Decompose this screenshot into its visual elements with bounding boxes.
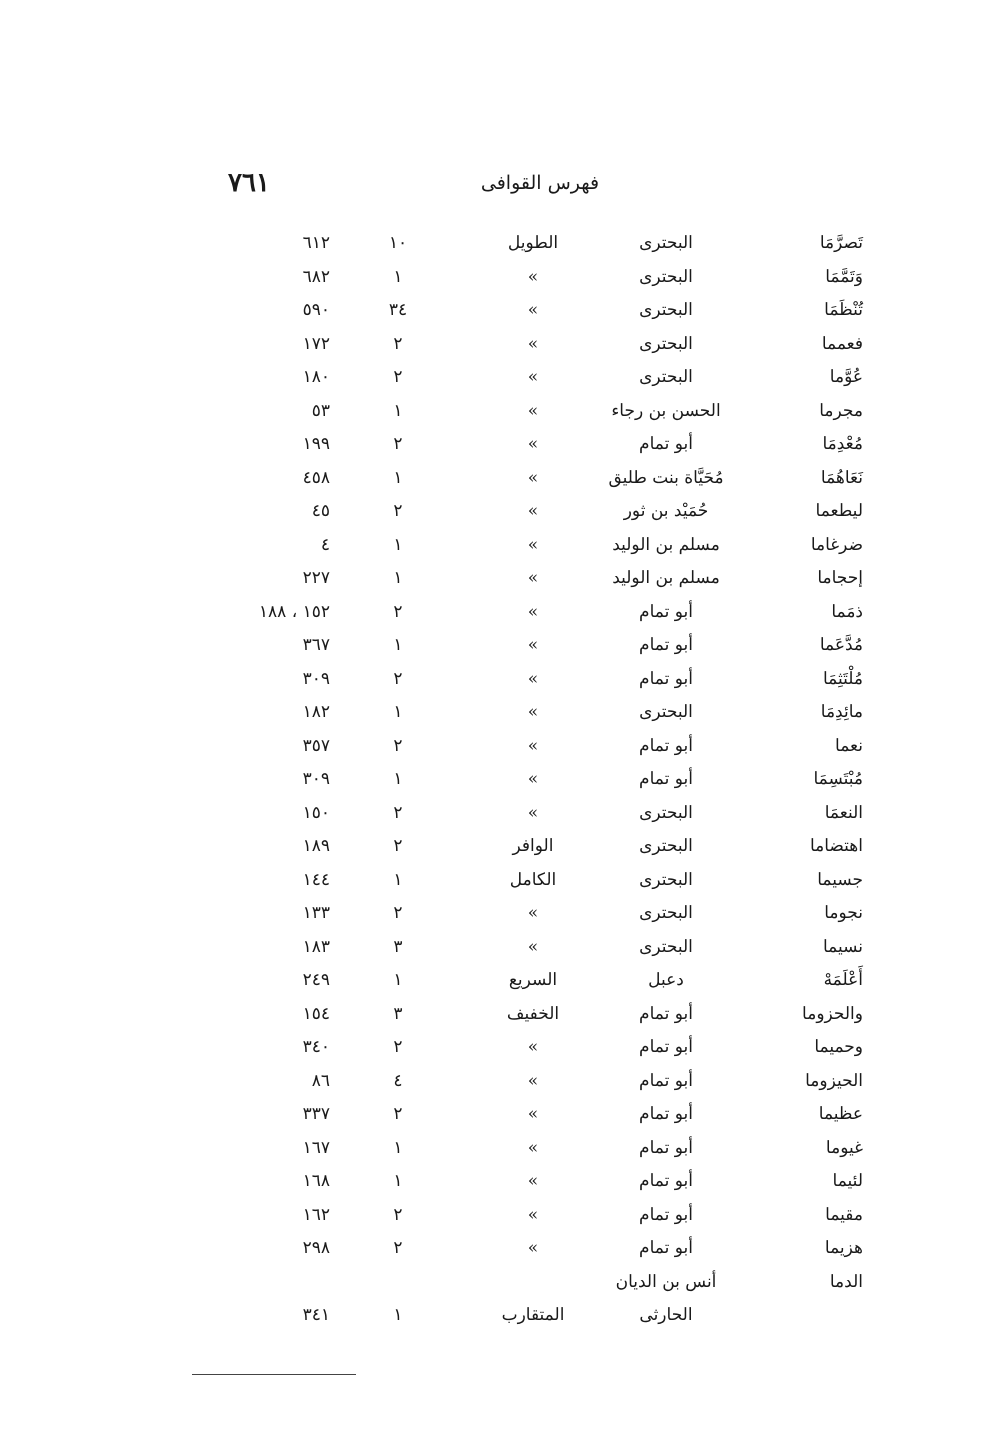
rhyme-word: نجوما (824, 903, 863, 923)
page-refs: ١٥٤ (302, 1004, 330, 1024)
rhyme-word: نَعَاهُمَا (820, 468, 863, 488)
table-row (0, 829, 1005, 863)
meter-name: » (527, 1238, 539, 1258)
meter-name: » (527, 401, 539, 421)
verse-count: ١ (393, 1171, 403, 1191)
table-row (0, 260, 1005, 294)
footnote-separator (192, 1374, 356, 1375)
poet-name: أبو تمام (639, 635, 693, 655)
verse-count: ٢ (393, 836, 403, 856)
page-refs: ١٨٢ (302, 702, 330, 722)
rhyme-word: تَصرَّمَا (819, 233, 863, 253)
table-row (0, 427, 1005, 461)
table-row (0, 729, 1005, 763)
meter-name: الكامل (509, 870, 557, 890)
meter-name: » (527, 1171, 539, 1191)
rhyme-word: مائِدِمَا (820, 702, 863, 722)
meter-name: » (527, 769, 539, 789)
meter-name: » (527, 1104, 539, 1124)
rhyme-word: جسيما (817, 870, 863, 890)
page-refs: ١٣٣ (302, 903, 330, 923)
verse-count: ٢ (393, 1238, 403, 1258)
meter-name: » (527, 1205, 539, 1225)
meter-name: » (527, 669, 539, 689)
meter-name: الخفيف (506, 1004, 560, 1024)
page-refs: ٦٨٢ (302, 267, 330, 287)
rhyme-word: لئيما (832, 1171, 863, 1191)
poet-name: أبو تمام (639, 1205, 693, 1225)
meter-name: » (527, 501, 539, 521)
meter-name: » (527, 468, 539, 488)
verse-count: ٢ (393, 1205, 403, 1225)
meter-name: » (527, 736, 539, 756)
verse-count: ١ (393, 568, 403, 588)
meter-name: » (527, 434, 539, 454)
table-row (0, 762, 1005, 796)
page-refs: ١٧٢ (302, 334, 330, 354)
verse-count: ٢ (393, 669, 403, 689)
meter-name: » (527, 702, 539, 722)
page-refs: ١٥٠ (302, 803, 330, 823)
rhyme-word: عُوَّما (829, 367, 863, 387)
rhyme-word: اهتضاما (809, 836, 863, 856)
page-refs: ٤٥ (311, 501, 330, 521)
poet-name: البحترى (639, 803, 693, 823)
table-row (0, 930, 1005, 964)
poet-name: أبو تمام (639, 1104, 693, 1124)
page-refs: ٣٤١ (302, 1305, 330, 1325)
rhyme-word: مُلْتَثِمَا (822, 669, 863, 689)
verse-count: ٢ (393, 903, 403, 923)
table-row (0, 662, 1005, 696)
page-refs: ٣٣٧ (302, 1104, 330, 1124)
rhyme-word: ليطعما (815, 501, 863, 521)
meter-name: » (527, 367, 539, 387)
verse-count: ٣٤ (388, 300, 408, 320)
poet-name: البحترى (639, 870, 693, 890)
verse-count: ١ (393, 267, 403, 287)
page-title: فهرس القوافى (480, 172, 600, 194)
table-row (0, 461, 1005, 495)
rhyme-word: مجرما (819, 401, 863, 421)
verse-count: ١ (393, 401, 403, 421)
rhyme-word: مقيما (825, 1205, 863, 1225)
table-row (0, 494, 1005, 528)
meter-name: » (527, 535, 539, 555)
page-refs: ٣٤٠ (302, 1037, 330, 1057)
verse-count: ٣ (393, 937, 403, 957)
verse-count: ٢ (393, 1037, 403, 1057)
verse-count: ٢ (393, 736, 403, 756)
page-refs: ٣٠٩ (302, 669, 330, 689)
poet-name: مسلم بن الوليد (612, 535, 720, 555)
table-row (0, 293, 1005, 327)
verse-count: ١ (393, 468, 403, 488)
poet-name: أبو تمام (639, 1171, 693, 1191)
poet-name: أبو تمام (639, 669, 693, 689)
verse-count: ٢ (393, 334, 403, 354)
meter-name: » (527, 635, 539, 655)
verse-count: ١ (393, 870, 403, 890)
verse-count: ٢ (393, 501, 403, 521)
meter-name: » (527, 803, 539, 823)
poet-name: أبو تمام (639, 1004, 693, 1024)
meter-name: » (527, 267, 539, 287)
rhyme-word: الدما (829, 1272, 863, 1292)
rhyme-word: غيوما (825, 1138, 863, 1158)
page-refs: ٣٦٧ (302, 635, 330, 655)
table-row (0, 997, 1005, 1031)
rhyme-word: إحجاما (817, 568, 863, 588)
rhyme-word: ذمَما (831, 602, 863, 622)
page-refs: ١٨٩ (302, 836, 330, 856)
meter-name: » (527, 334, 539, 354)
table-row (0, 1164, 1005, 1198)
poet-name: أبو تمام (639, 1238, 693, 1258)
poet-name: أبو تمام (639, 1138, 693, 1158)
rhyme-word: والحزوما (802, 1004, 863, 1024)
page-refs: ٥٣ (311, 401, 330, 421)
rhyme-word: أَعْلَمَهْ (823, 970, 863, 990)
rhyme-word: النعمَا (824, 803, 863, 823)
rhyme-word: فعمما (821, 334, 863, 354)
meter-name: » (527, 300, 539, 320)
poet-name: حُمَيْد بن ثور (623, 501, 709, 521)
verse-count: ١٠ (388, 233, 408, 253)
page-refs: ١٦٨ (302, 1171, 330, 1191)
table-row (0, 1030, 1005, 1064)
rhyme-word: عظيما (818, 1104, 863, 1124)
table-row (0, 1198, 1005, 1232)
table-row (0, 695, 1005, 729)
verse-count: ٢ (393, 434, 403, 454)
table-row (0, 863, 1005, 897)
verse-count: ٢ (393, 1104, 403, 1124)
page-refs: ٣٠٩ (302, 769, 330, 789)
page-refs: ١٥٢ ، ١٨٨ (258, 602, 330, 622)
page-number: ٧٦١ (228, 168, 270, 198)
poet-name: مسلم بن الوليد (612, 568, 720, 588)
poet-name: أبو تمام (639, 1037, 693, 1057)
meter-name: » (527, 602, 539, 622)
verse-count: ١ (393, 635, 403, 655)
page-refs: ١٦٧ (302, 1138, 330, 1158)
page-refs: ٢٩٨ (302, 1238, 330, 1258)
rhyme-word: تُنْظَمَا (824, 300, 863, 320)
page-refs: ٤ (320, 535, 330, 555)
verse-count: ١ (393, 769, 403, 789)
table-row (0, 1064, 1005, 1098)
poet-name: أبو تمام (639, 1071, 693, 1091)
poet-name: دعبل (648, 970, 684, 990)
table-row (0, 1298, 1005, 1332)
meter-name: الطويل (507, 233, 559, 253)
meter-name: » (527, 937, 539, 957)
verse-count: ١ (393, 535, 403, 555)
poet-name: أنس بن الديان (615, 1272, 717, 1292)
page-refs: ٢٤٩ (302, 970, 330, 990)
poet-name: أبو تمام (639, 434, 693, 454)
poet-name: البحترى (639, 267, 693, 287)
rhyme-word: الحيزوما (805, 1071, 863, 1091)
page-refs: ٣٥٧ (302, 736, 330, 756)
table-row (0, 327, 1005, 361)
poet-name: البحترى (639, 233, 693, 253)
rhyme-word: ضرغاما (810, 535, 863, 555)
rhyme-word: مُدَّعَما (819, 635, 863, 655)
table-row (0, 1131, 1005, 1165)
poet-name: البحترى (639, 836, 693, 856)
page-refs: ٨٦ (311, 1071, 330, 1091)
poet-name: البحترى (639, 702, 693, 722)
rhyme-word: مُعْدِمَا (822, 434, 863, 454)
meter-name: » (527, 1071, 539, 1091)
page-refs: ٦١٢ (302, 233, 330, 253)
table-row (0, 963, 1005, 997)
rhyme-word: نسيما (822, 937, 863, 957)
verse-count: ٤ (393, 1071, 403, 1091)
table-row (0, 394, 1005, 428)
meter-name: » (527, 1138, 539, 1158)
table-row (0, 561, 1005, 595)
table-row (0, 628, 1005, 662)
table-row (0, 360, 1005, 394)
poet-name: البحترى (639, 300, 693, 320)
rhyme-word: مُبْتَسِمَا (813, 769, 863, 789)
rhyme-word: نعما (835, 736, 863, 756)
meter-name: » (527, 903, 539, 923)
poet-name: الحارثى (639, 1305, 693, 1325)
verse-count: ٢ (393, 367, 403, 387)
poet-name: أبو تمام (639, 769, 693, 789)
meter-name: المتقارب (501, 1305, 565, 1325)
page-refs: ١٩٩ (302, 434, 330, 454)
poet-name: أبو تمام (639, 736, 693, 756)
page-refs: ١٨٠ (302, 367, 330, 387)
poet-name: البحترى (639, 937, 693, 957)
table-row (0, 1097, 1005, 1131)
poet-name: البحترى (639, 903, 693, 923)
poet-name: البحترى (639, 334, 693, 354)
verse-count: ١ (393, 1305, 403, 1325)
page-refs: ٢٢٧ (302, 568, 330, 588)
meter-name: » (527, 1037, 539, 1057)
table-row (0, 226, 1005, 260)
table-row (0, 528, 1005, 562)
table-row (0, 595, 1005, 629)
meter-name: السريع (508, 970, 558, 990)
page-refs: ١٦٢ (302, 1205, 330, 1225)
table-row (0, 1265, 1005, 1299)
rhyme-word: وَتَمَّمَا (825, 267, 863, 287)
table-row (0, 896, 1005, 930)
poet-name: البحترى (639, 367, 693, 387)
verse-count: ٣ (393, 1004, 403, 1024)
poet-name: الحسن بن رجاء (611, 401, 721, 421)
rhyme-word: هزيما (824, 1238, 863, 1258)
table-row (0, 796, 1005, 830)
page-refs: ١٨٣ (302, 937, 330, 957)
poet-name: مُحَيَّاة بنت طليق (608, 468, 724, 488)
verse-count: ١ (393, 1138, 403, 1158)
meter-name: » (527, 568, 539, 588)
poet-name: أبو تمام (639, 602, 693, 622)
page-refs: ٤٥٨ (302, 468, 330, 488)
verse-count: ١ (393, 970, 403, 990)
page-refs: ٥٩٠ (302, 300, 330, 320)
verse-count: ٢ (393, 803, 403, 823)
table-row (0, 1231, 1005, 1265)
page-refs: ١٤٤ (302, 870, 330, 890)
rhyme-word: وحميما (814, 1037, 863, 1057)
verse-count: ٢ (393, 602, 403, 622)
meter-name: الوافر (512, 836, 554, 856)
verse-count: ١ (393, 702, 403, 722)
